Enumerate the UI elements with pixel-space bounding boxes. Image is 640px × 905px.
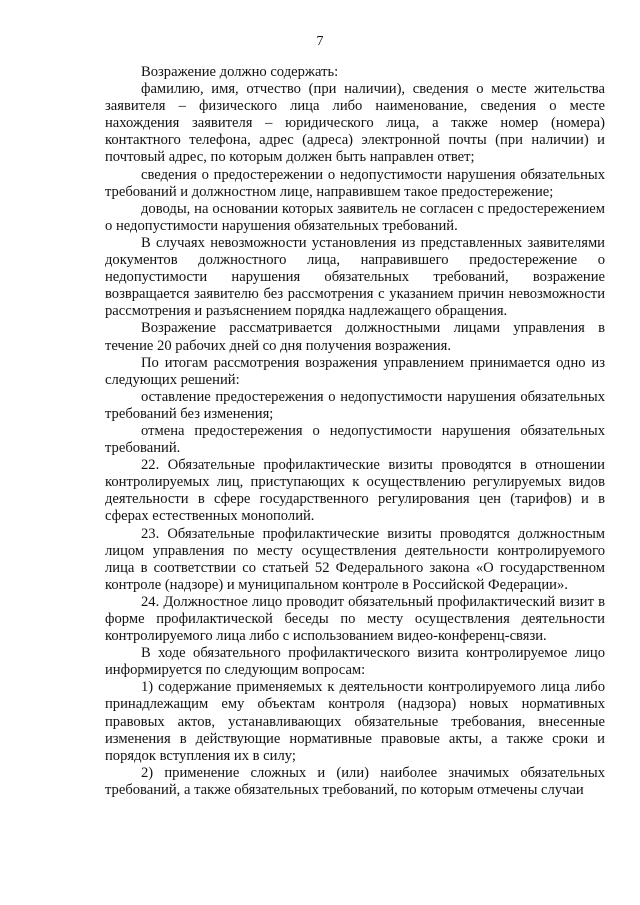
paragraph-item-23: 23. Обязательные профилактические визиты проводятся должностным лицом управления по месту осуществления деятельности контролируемого лица в соответствии со статьей 52 Федерального закона «О государственном контроле (надзоре) и муниципальном контроле в Российской Федерации». [105, 525, 605, 593]
paragraph-decisions-intro: По итогам рассмотрения возражения управлением принимается одно из следующих решений: [105, 354, 605, 388]
document-body [105, 64, 605, 799]
paragraph-return-without-review: В случаях невозможности установления из представленных заявителями документов должностного лица, направившего предостережение о недопустимости нарушения обязательных требований, возражение возвращается заявителю без рассмотрения с указанием причин невозможности рассмотрения и разъяснением порядка надлежащего обращения. [105, 234, 605, 320]
paragraph-objection-contents-intro: Возражение должно содержать: [141, 64, 339, 80]
page-number: 7 [316, 34, 324, 49]
paragraph-topic-2: 2) применение сложных и (или) наиболее значимых обязательных требований, а также обязательных требований, по которым отмечены случаи [105, 764, 605, 798]
paragraph-arguments: доводы, на основании которых заявитель не согласен с предостережением о недопустимости нарушения обязательных требований. [105, 200, 605, 234]
paragraph-review-period: Возражение рассматривается должностными лицами управления в течение 20 рабочих дней со дня получения возражения. [105, 320, 605, 354]
paragraph-item-24: 24. Должностное лицо проводит обязательный профилактический визит в форме профилактической беседы по месту осуществления деятельности контролируемого лица либо с использованием видео-конференц-связи. [105, 593, 605, 645]
paragraph-warning-details: сведения о предостережении о недопустимости нарушения обязательных требований и должностном лице, направившем такое предостережение; [105, 166, 605, 200]
paragraph-decision-keep: оставление предостережения о недопустимости нарушения обязательных требований без изменения; [105, 388, 605, 422]
paragraph-applicant-details: фамилию, имя, отчество (при наличии), сведения о месте жительства заявителя – физического лица либо наименование, сведения о месте нахождения заявителя – юридического лица, а также номер (номера) контактного телефона, адрес (адреса) электронной почты (при наличии) и почтовый адрес, по которым должен быть направлен ответ; [105, 81, 605, 166]
paragraph-visit-topics-intro: В ходе обязательного профилактического визита контролируемое лицо информируется по следующим вопросам: [105, 645, 605, 679]
paragraph-decision-cancel: отмена предостережения о недопустимости нарушения обязательных требований. [105, 422, 605, 457]
paragraph-topic-1: 1) содержание применяемых к деятельности контролируемого лица либо принадлежащим ему объектам контроля (надзора) новых нормативных правовых актов, устанавливающих обязательные требования, внесенные изменения в действующие нормативные правовые акты, а также сроки и порядок вступления их в силу; [105, 679, 605, 764]
paragraph-item-22: 22. Обязательные профилактические визиты проводятся в отношении контролируемых лиц, приступающих к осуществлению регулируемых видов деятельности в сфере государственного регулирования цен (тарифов) и в сферах естественных монополий. [105, 457, 605, 525]
